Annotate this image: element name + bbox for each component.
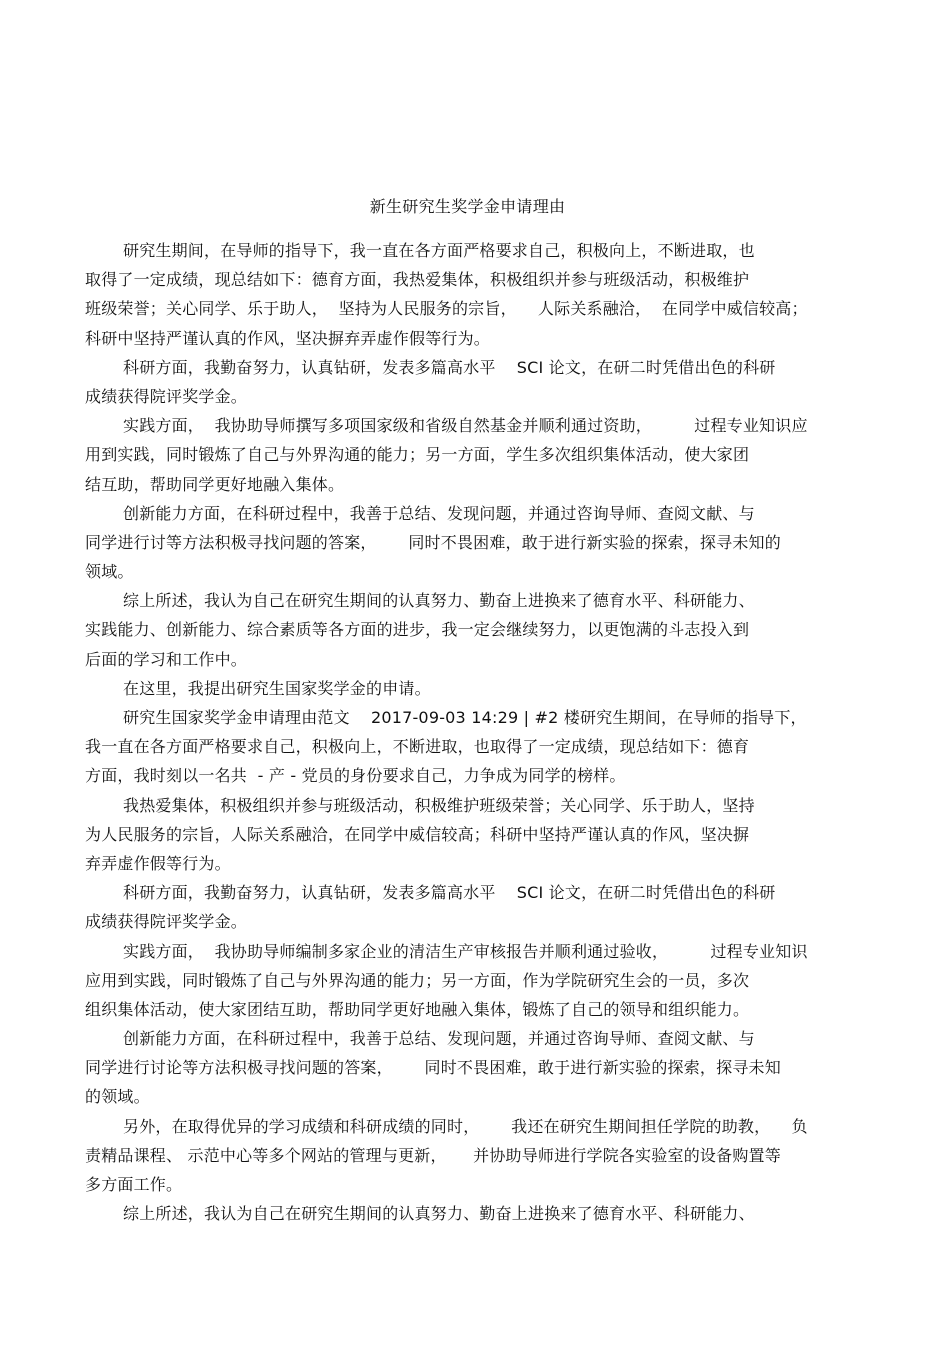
text-line: 应用到实践，同时锻炼了自己与外界沟通的能力；另一方面，作为学院研究生会的一员，多次 <box>85 970 750 990</box>
text-line: 实践方面， 我协助导师撰写多项国家级和省级自然基金并顺利通过资助， 过程专业知识应 <box>123 416 808 436</box>
paragraph <box>85 878 865 936</box>
text-line: 在这里，我提出研究生国家奖学金的申请。 <box>123 678 431 698</box>
text-line: 研究生期间，在导师的指导下，我一直在各方面严格要求自己，积极向上，不断进取，也 <box>123 241 755 260</box>
text-line: 组织集体活动，使大家团结互助，帮助同学更好地融入集体，锻炼了自己的领导和组织能力。 <box>85 999 750 1019</box>
text-line: 弃弄虚作假等行为。 <box>85 853 231 873</box>
paragraph <box>85 937 865 1025</box>
paragraph <box>85 236 865 353</box>
text-line: 多方面工作。 <box>85 1175 183 1194</box>
text-line: 成绩获得院评奖学金。 <box>85 912 248 932</box>
text-line: 科研方面，我勤奋努力，认真钻研，发表多篇高水平 SCI 论文，在研二时凭借出色的科研 <box>123 883 776 903</box>
text-line: 后面的学习和工作中。 <box>85 649 248 669</box>
text-line: 结互助，帮助同学更好地融入集体。 <box>85 474 345 494</box>
text-line: 的领域。 <box>85 1087 150 1107</box>
text-line: 班级荣誉；关心同学、乐于助人， 坚持为人民服务的宗旨， 人际关系融洽， 在同学中威信较高； <box>85 299 808 319</box>
text-line: 同学进行讨等方法积极寻找问题的答案， 同时不畏困难，敢于进行新实验的探索，探寻未知的 <box>85 532 781 552</box>
paragraph <box>85 586 865 674</box>
text-line: 综上所述，我认为自己在研究生期间的认真努力、勤奋上进换来了德育水平、科研能力、 <box>123 1204 755 1224</box>
paragraph <box>85 674 865 703</box>
text-line: 同学进行讨论等方法积极寻找问题的答案， 同时不畏困难，敢于进行新实验的探索，探寻未知 <box>85 1058 781 1078</box>
paragraph <box>85 1199 865 1228</box>
paragraph <box>85 499 865 587</box>
document-body <box>85 236 865 1228</box>
text-line: 综上所述，我认为自己在研究生期间的认真努力、勤奋上进换来了德育水平、科研能力、 <box>123 591 755 611</box>
text-line: 取得了一定成绩，现总结如下：德育方面，我热爱集体，积极组织并参与班级活动，积极维护 <box>85 270 750 290</box>
text-line: 创新能力方面，在科研过程中，我善于总结、发现问题，并通过咨询导师、查阅文献、与 <box>123 1029 755 1049</box>
text-line: 科研中坚持严谨认真的作风，坚决摒弃弄虚作假等行为。 <box>85 328 491 348</box>
text-line: 另外，在取得优异的学习成绩和科研成绩的同时， 我还在研究生期间担任学院的助教， 负 <box>123 1116 808 1136</box>
text-line: 科研方面，我勤奋努力，认真钻研，发表多篇高水平 SCI 论文，在研二时凭借出色的科研 <box>123 357 776 377</box>
text-line: 为人民服务的宗旨，人际关系融洽，在同学中威信较高；科研中坚持严谨认真的作风，坚决摒 <box>85 824 750 844</box>
text-line: 创新能力方面，在科研过程中，我善于总结、发现问题，并通过咨询导师、查阅文献、与 <box>123 503 755 523</box>
text-line: 我热爱集体，积极组织并参与班级活动，积极维护班级荣誉；关心同学、乐于助人，坚持 <box>123 795 755 815</box>
text-line: 方面，我时刻以一名共 - 产 - 党员的身份要求自己，力争成为同学的榜样。 <box>85 766 626 786</box>
text-line: 我一直在各方面严格要求自己，积极向上，不断进取，也取得了一定成绩，现总结如下：德育 <box>85 737 750 757</box>
text-line: 成绩获得院评奖学金。 <box>85 386 248 406</box>
text-line: 研究生国家奖学金申请理由范文 2017-09-03 14:29 | #2 楼研究生期间，在导师的指导下， <box>123 708 807 727</box>
text-line: 责精品课程、 示范中心等多个网站的管理与更新， 并协助导师进行学院各实验室的设备购置等 <box>85 1145 781 1165</box>
paragraph <box>85 1024 865 1112</box>
paragraph <box>85 1112 865 1200</box>
text-line: 实践方面， 我协助导师编制多家企业的清洁生产审核报告并顺利通过验收， 过程专业知识 <box>123 941 808 961</box>
text-line: 实践能力、创新能力、综合素质等各方面的进步，我一定会继续努力，以更饱满的斗志投入到 <box>85 620 750 640</box>
paragraph <box>85 703 865 791</box>
text-line: 领域。 <box>85 562 134 582</box>
paragraph <box>85 353 865 411</box>
text-line: 用到实践，同时锻炼了自己与外界沟通的能力；另一方面，学生多次组织集体活动，使大家团 <box>85 445 750 465</box>
paragraph <box>85 411 865 499</box>
document-title: 新生研究生奖学金申请理由 <box>369 197 566 216</box>
paragraph <box>85 791 865 879</box>
